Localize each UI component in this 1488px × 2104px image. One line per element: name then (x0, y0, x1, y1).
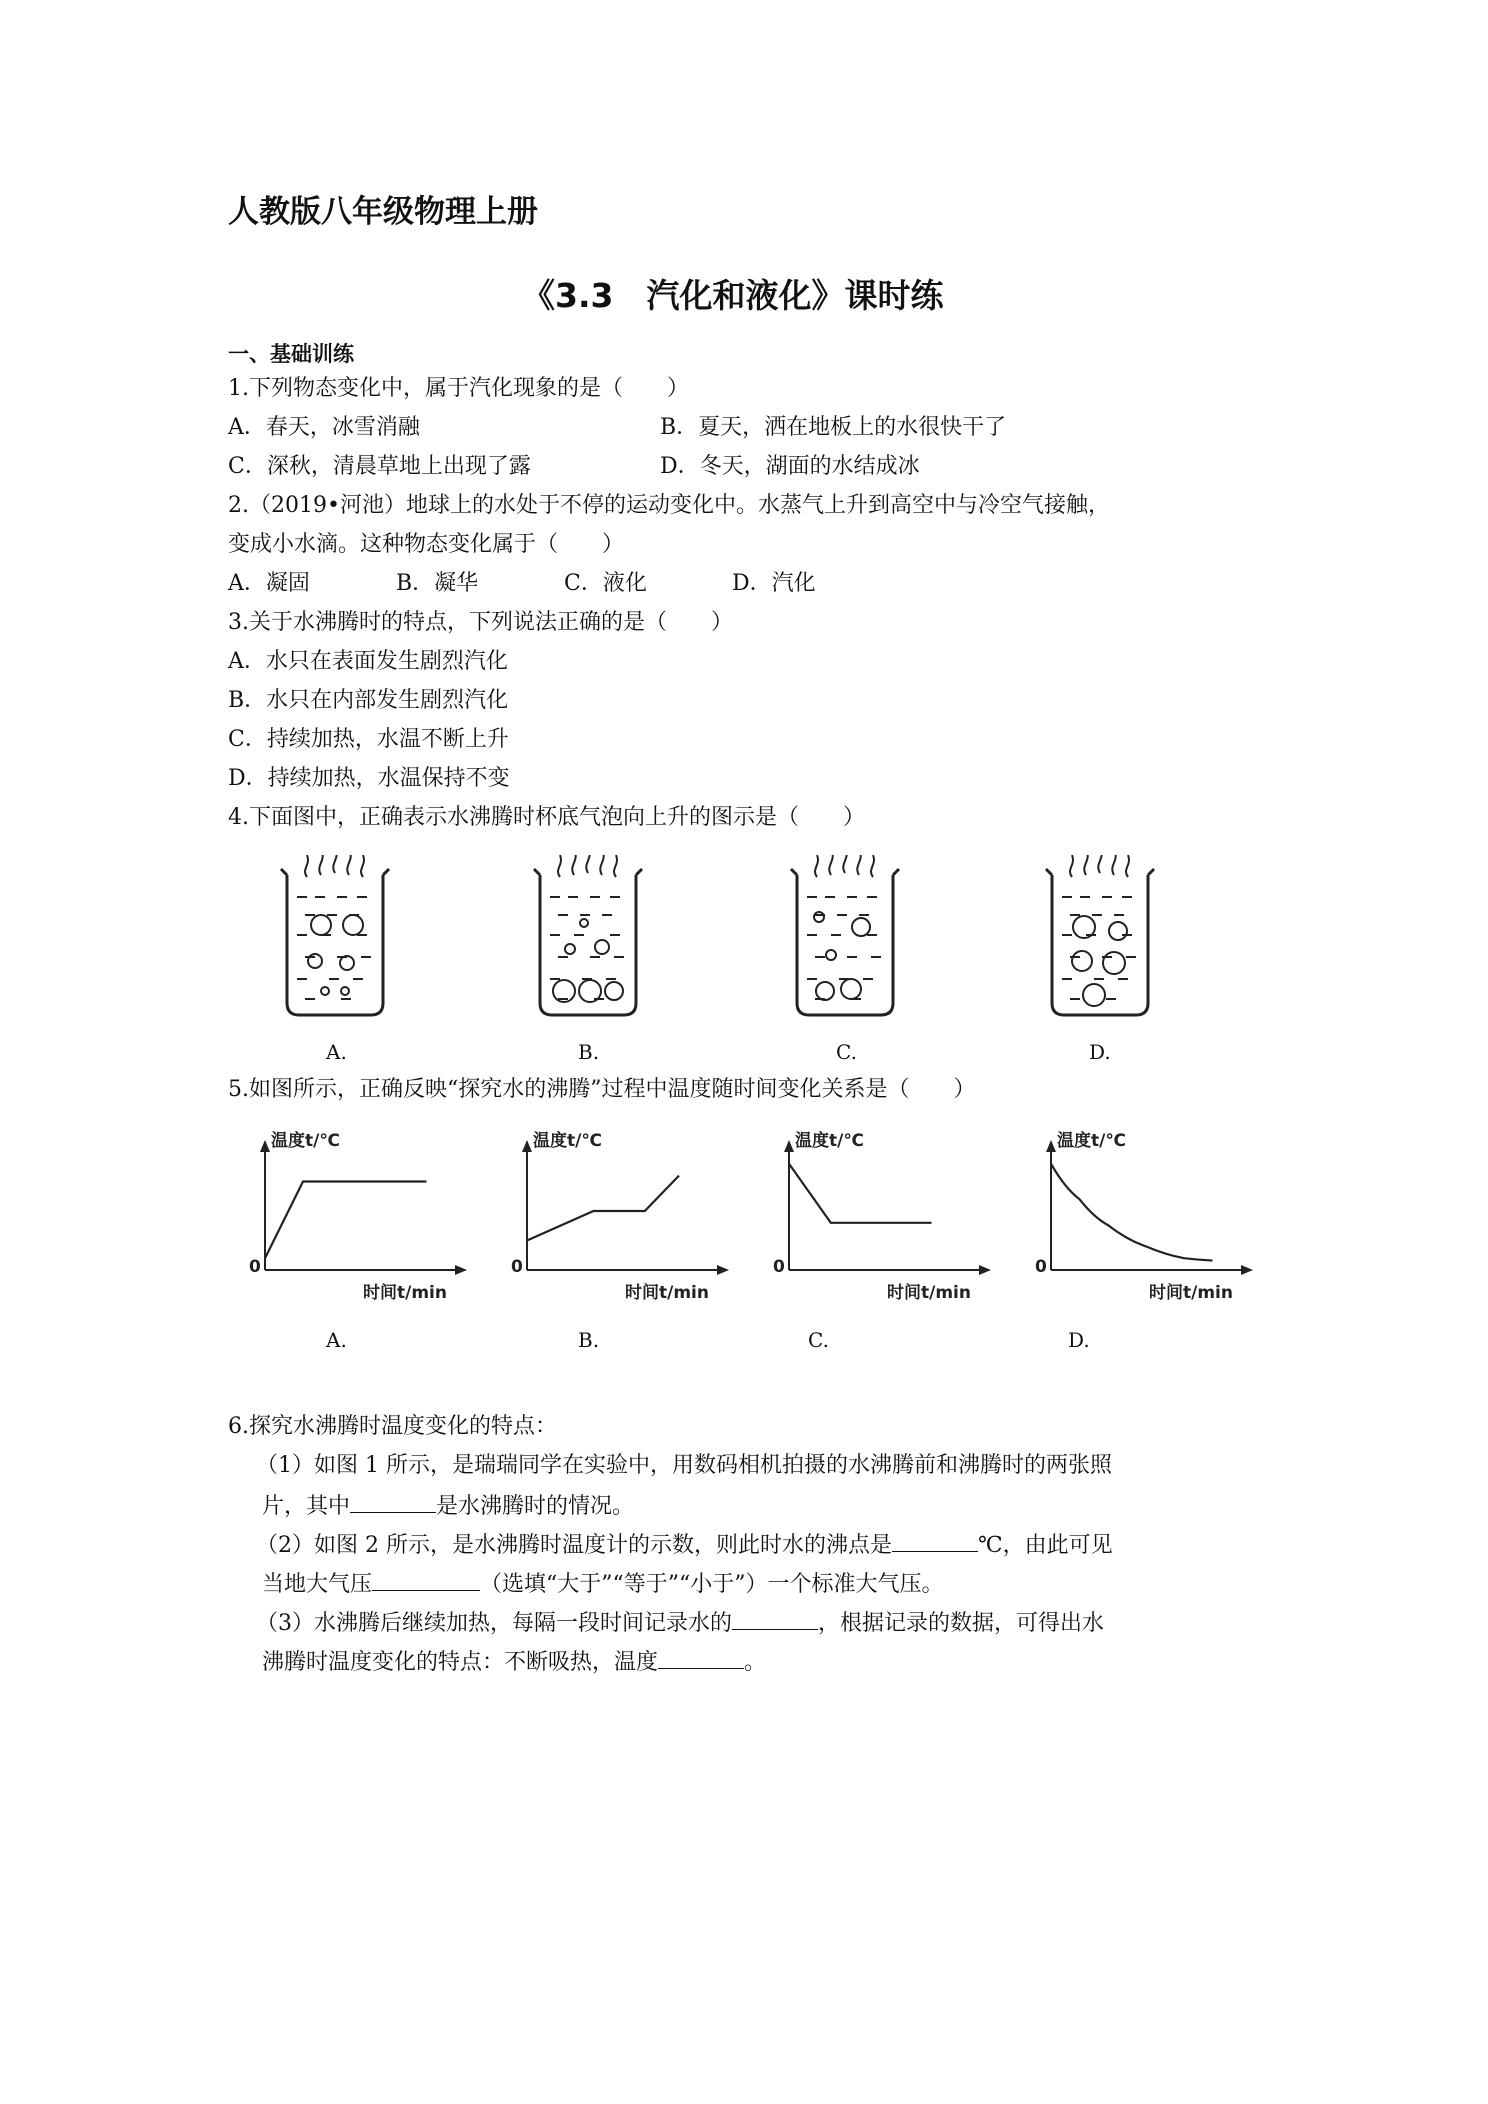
q4-caption-c: C. (836, 1040, 857, 1064)
chart-b-series-line (527, 1176, 679, 1241)
q6-part2-line1: （2）如图 2 所示，是水沸腾时温度计的示数，则此时水的沸点是 ℃，由此可见 (256, 1529, 1113, 1561)
beaker-b (534, 855, 642, 1015)
chart-d-xlabel: 时间t/min (1149, 1283, 1233, 1300)
chart-b-xlabel: 时间t/min (625, 1283, 709, 1300)
q2-option-d: D．汽化 (732, 571, 816, 596)
q6-part1-line1: （1）如图 1 所示，是瑞瑞同学在实验中，用数码相机拍摄的水沸腾前和沸腾时的两张照 (256, 1453, 1112, 1478)
q4-beaker-figures (270, 855, 1170, 1030)
q4-caption-b: B. (578, 1040, 600, 1064)
chart-d-y-arrow (1046, 1140, 1056, 1152)
q4-stem: 4.下面图中，正确表示水沸腾时杯底气泡向上升的图示是（ ） (228, 805, 865, 830)
chart-c-series-line (789, 1164, 932, 1223)
chart-c-xlabel: 时间t/min (887, 1283, 971, 1300)
q2-option-c: C．液化 (564, 571, 647, 596)
chart-b-origin: 0 (511, 1257, 523, 1277)
chart-c-x-arrow (979, 1265, 991, 1275)
q2-option-a: A．凝固 (228, 571, 310, 596)
q1-option-b: B．夏天，洒在地板上的水很快干了 (660, 415, 1007, 440)
chart-d-x-arrow (1241, 1265, 1253, 1275)
q1-option-d: D．冬天，湖面的水结成冰 (660, 454, 920, 479)
q3-stem: 3.关于水沸腾时的特点，下列说法正确的是（ ） (228, 610, 733, 635)
chart-b-y-arrow (522, 1140, 532, 1152)
q6-part3-line2: 沸腾时温度变化的特点：不断吸热，温度 。 (262, 1646, 766, 1678)
chart-c-ylabel: 温度t/℃ (795, 1131, 864, 1151)
chart-c-origin: 0 (773, 1257, 785, 1277)
lesson-title: 《3.3 汽化和液化》课时练 (522, 276, 944, 315)
chart-d-series-line (1051, 1164, 1213, 1261)
chart-a-x-arrow (455, 1265, 467, 1275)
chart-a-origin: 0 (249, 1257, 261, 1277)
chart-d-origin: 0 (1035, 1257, 1047, 1277)
q4-caption-a: A. (326, 1040, 347, 1064)
q1-option-a: A．春天，冰雪消融 (228, 415, 420, 440)
chart-a-y-arrow (260, 1140, 270, 1152)
q6-part1-line2: 片，其中 是水沸腾时的情况。 (262, 1490, 634, 1522)
beaker-d (1046, 855, 1154, 1015)
blank-1[interactable] (350, 1490, 436, 1513)
q2-stem-line1: 2.（2019•河池）地球上的水处于不停的运动变化中。水蒸气上升到高空中与冷空气接触， (228, 493, 1110, 518)
chart-a-xlabel: 时间t/min (363, 1283, 447, 1300)
beaker-c (791, 855, 899, 1015)
chart-d-ylabel: 温度t/℃ (1057, 1131, 1126, 1151)
section-title: 一、基础训练 (228, 342, 354, 366)
q1-option-c: C．深秋，清晨草地上出现了露 (228, 454, 531, 479)
q5-caption-c: C. (808, 1328, 829, 1352)
q4-caption-d: D. (1089, 1040, 1111, 1064)
chart-a-series-line (265, 1182, 427, 1259)
q3-option-a: A．水只在表面发生剧烈汽化 (228, 649, 508, 674)
q2-stem-line2: 变成小水滴。这种物态变化属于（ ） (228, 532, 625, 557)
chart-b-ylabel: 温度t/℃ (533, 1131, 602, 1151)
q5-caption-a: A. (326, 1328, 347, 1352)
q5-temperature-charts (240, 1130, 1280, 1300)
book-title: 人教版八年级物理上册 (228, 194, 538, 230)
q6-part2-line2: 当地大气压 （选填“大于”“等于”“小于”）一个标准大气压。 (262, 1568, 944, 1600)
beaker-a (281, 855, 389, 1015)
q5-caption-d: D. (1068, 1328, 1090, 1352)
q6-stem: 6.探究水沸腾时温度变化的特点： (228, 1414, 557, 1439)
q3-option-c: C．持续加热，水温不断上升 (228, 727, 509, 752)
blank-5[interactable] (658, 1646, 744, 1669)
q3-option-b: B．水只在内部发生剧烈汽化 (228, 688, 509, 713)
chart-b-x-arrow (717, 1265, 729, 1275)
q3-option-d: D．持续加热，水温保持不变 (228, 766, 510, 791)
q6-part3-line1: （3）水沸腾后继续加热，每隔一段时间记录水的 ，根据记录的数据，可得出水 (256, 1607, 1104, 1639)
chart-a-ylabel: 温度t/℃ (271, 1131, 340, 1151)
q1-stem: 1.下列物态变化中，属于汽化现象的是（ ） (228, 376, 689, 401)
q5-stem: 5.如图所示，正确反映“探究水的沸腾”过程中温度随时间变化关系是（ ） (228, 1077, 976, 1102)
q2-option-b: B．凝华 (396, 571, 479, 596)
blank-2[interactable] (892, 1529, 978, 1552)
chart-c-y-arrow (784, 1140, 794, 1152)
blank-4[interactable] (732, 1607, 818, 1630)
blank-3[interactable] (372, 1568, 480, 1591)
q5-caption-b: B. (578, 1328, 600, 1352)
